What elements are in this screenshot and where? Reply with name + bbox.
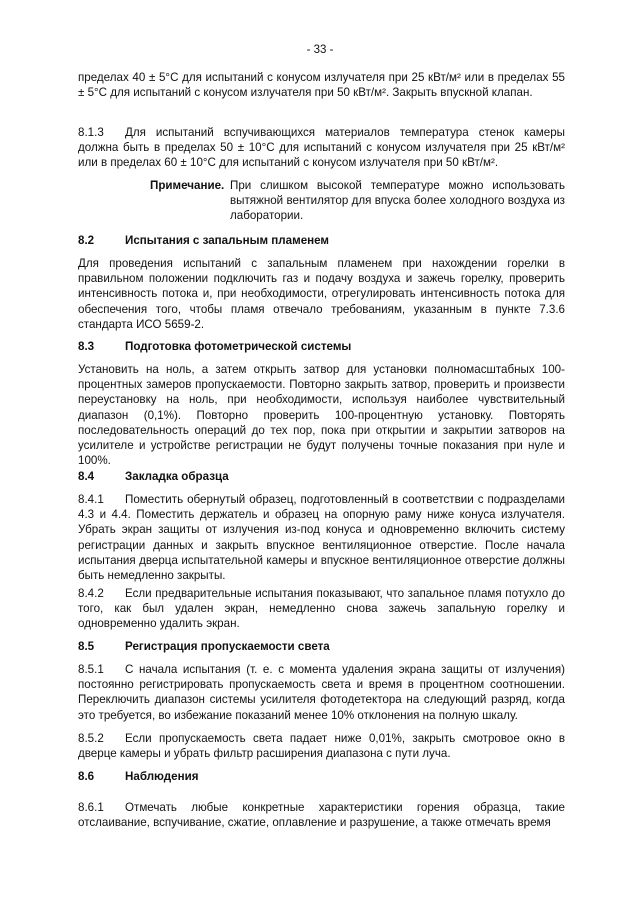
heading-8-4 <box>78 469 565 484</box>
section-number: 8.4.2 <box>78 587 104 600</box>
note-label: Примечание. <box>150 179 225 192</box>
section-text: Если предварительные испытания показывают, что запальное пламя потухло до того, как был удален экран, немедленно снова зажечь запальную горелку и одновременно удалить экран. <box>78 587 565 631</box>
heading-title: Подготовка фотометрической системы <box>125 340 352 353</box>
paragraph-8-2: Для проведения испытаний с запальным пламенем при нахождении горелки в правильном положении подключить газ и подачу воздуха и зажечь горелку, проверить интенсивность потока и, при необходимости, отрегулировать интенсивность потока для обеспечения того, чтобы пламя отвечало требованиям, указанным в пункте 7.3.6 стандарта ИСО 5659-2. <box>78 257 565 331</box>
heading-8-5 <box>78 639 565 654</box>
heading-title: Испытания с запальным пламенем <box>125 234 330 247</box>
section-number: 8.5.1 <box>78 663 104 676</box>
heading-title: Закладка образца <box>125 470 229 483</box>
heading-title: Регистрация пропускаемости света <box>125 640 330 653</box>
section-8-4-2 <box>78 586 565 632</box>
section-number: 8.6.1 <box>78 801 104 814</box>
section-8-1-3 <box>78 125 565 171</box>
section-8-5-2 <box>78 731 565 761</box>
heading-8-6 <box>78 769 565 784</box>
heading-number: 8.5 <box>78 640 95 653</box>
heading-number: 8.2 <box>78 234 95 247</box>
paragraph-8-3: Установить на ноль, а затем открыть затвор для установки полномасштабных 100-процентных замеров пропускаемости. Повторно закрыть затвор, проверить и произвести переустановку на ноль, при необходимости, используя наиболее чувствительный диапазон (0,1%). Повторно проверить 100-процентную установку. Повторять последовательность операций до тех пор, пока при открытии и закрытии затворов на усилителе и устройстве регистрации не будут получены точные показания при нуле и 100%. <box>78 363 565 468</box>
heading-number: 8.6 <box>78 770 95 783</box>
section-text: Если пропускаемость света падает ниже 0,01%, закрыть смотровое окно в дверце камеры и убрать фильтр расширения диапазона с пути луча. <box>78 732 565 761</box>
section-text: Отмечать любые конкретные характеристики горения образца, такие отслаивание, вспучивание, сжатие, оплавление и разрушение, а также отмечать время <box>78 801 565 830</box>
section-text: С начала испытания (т. е. с момента удаления экрана защиты от излучения) постоянно регистрировать пропускаемость света и время в процентном соотношении. Переключить диапазон системы усилителя фотодетектора на следующий разряд, когда это требуется, во избежание показаний менее 10% отклонения на полную шкалу. <box>78 663 565 722</box>
paragraph-continuation: пределах 40 ± 5°С для испытаний с конусом излучателя при 25 кВт/м² или в пределах 55 ± 5°С для испытаний с конусом излучателя при 50 кВт/м². Закрыть впускной клапан. <box>78 71 565 100</box>
heading-number: 8.4 <box>78 470 95 483</box>
page-number: - 33 - <box>306 44 334 56</box>
note-block <box>150 178 565 224</box>
note-text: При слишком высокой температуре можно использовать вытяжной вентилятор для впуска более холодного воздуха из лаборатории. <box>230 179 565 223</box>
section-number: 8.5.2 <box>78 732 104 745</box>
heading-number: 8.3 <box>78 340 95 353</box>
section-number: 8.4.1 <box>78 493 104 506</box>
section-8-6-1 <box>78 800 565 830</box>
heading-title: Наблюдения <box>125 770 199 783</box>
section-text: Для испытаний вспучивающихся материалов температура стенок камеры должна быть в пределах 50 ± 10°С для испытаний с конусом излучателя при 25 кВт/м² или в пределах 60 ± 10°С для испытаний с конусом излучателя при 50 кВт/м². <box>78 126 565 170</box>
section-text: Поместить обернутый образец, подготовленный в соответствии с подразделами 4.3 и 4.4. Поместить держатель и образец на опорную раму ниже конуса излучателя. Убрать экран защиты от излучения из-под конуса и одновременно включить систему регистрации данных и закрыть впускное вентиляционное отверстие. После начала испытания дверца испытательной камеры и впускное вентиляционное отверстие должны быть немедленно закрыты. <box>78 493 565 583</box>
section-8-5-1 <box>78 662 565 723</box>
section-number: 8.1.3 <box>78 126 104 139</box>
heading-8-2 <box>78 233 565 248</box>
heading-8-3 <box>78 339 565 354</box>
section-8-4-1 <box>78 492 565 583</box>
